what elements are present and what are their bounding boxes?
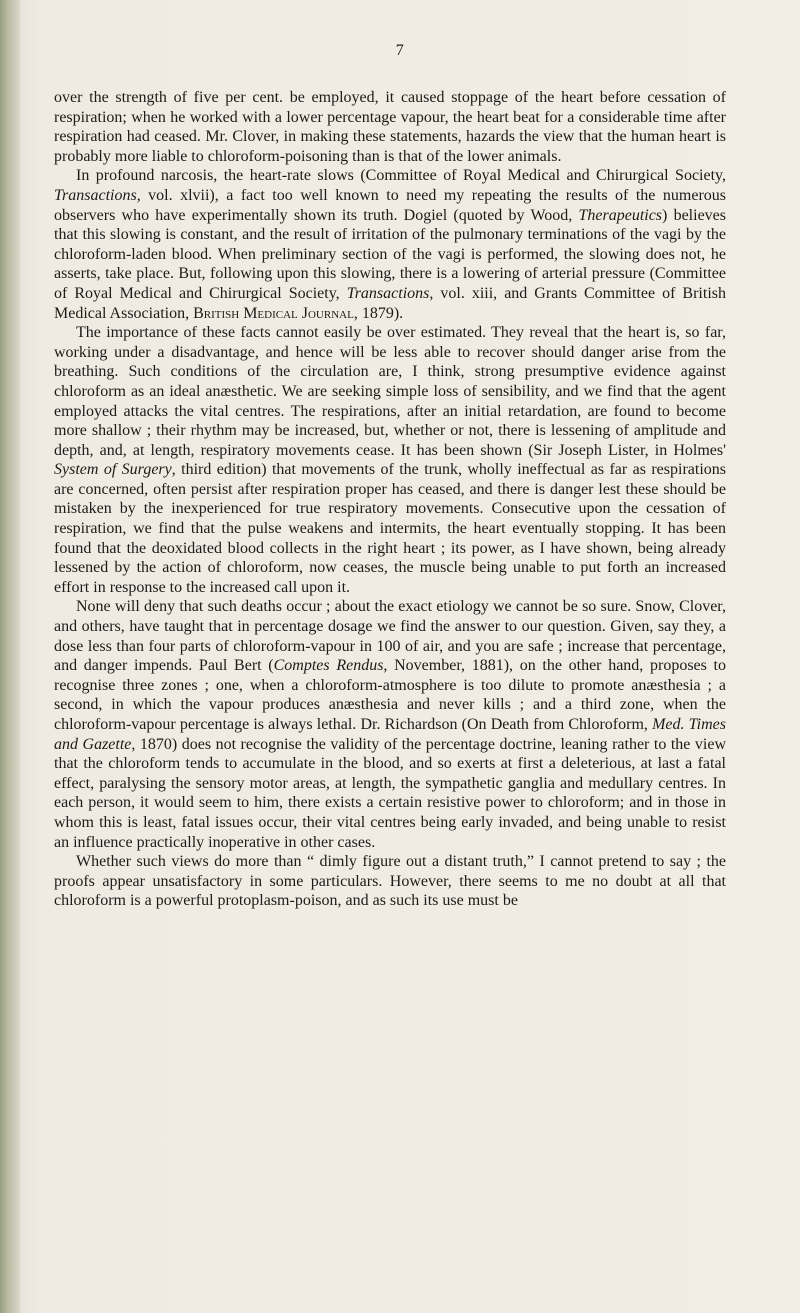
paragraph-continuation: over the strength of five per cent. be employed, it caused stoppage of the heart before cessation of respiration; when he worked with a lower percentage vapour, the heart beat for a considerable time after respiration had ceased. Mr. Clover, in making these statements, hazards the view that the human heart is probably more liable to chloroform-poisoning than is that of the lower animals. [54,89,726,165]
paragraph-conclusion: Whether such views do more than “ dimly figure out a distant truth,” I cannot pretend to say ; the proofs appear unsatisfactory in some particulars. However, there seems to me no doubt at all that chloroform is a powerful protoplasm-poison, and as such its use must be [54,853,726,910]
text-run: , third edition) that movements of the trunk, wholly ineffectual as far as respirations are concerned, often persist after respiration proper has ceased, and there is danger lest these should be mistaken by the inexperienced for true respiratory movements. Consecutive upon the cessation of respiration, we find that the pulse weakens and intermits, the heart eventually stopping. It has been found that the deoxidated blood collects in the right heart ; its power, as I have shown, being already lessened by the action of chloroform, now ceases, the muscle being unable to put forth an increased effort in response to the increased call upon it. [54,461,726,596]
page-number: 7 [395,42,405,59]
text-run: , 1879). [353,304,404,322]
italic-title: System of Surgery [54,461,172,479]
italic-title: Med. Times and Gazette [54,716,726,753]
text-run: , vol. xlvii), a fact too well known to need my repeating the results of the numerous observers who have experimentally shown its truth. Dogiel (quoted by Wood, [54,186,726,224]
paragraph-narcosis [54,166,726,323]
body-text [54,88,726,911]
paragraph-importance [54,323,726,597]
text-run: ) believes that this slowing is constant, and the result of irritation of the pulmonary terminations of the vagi by the chloroform-laden blood. When preliminary section of the vagi is performed, the slowing does not, he asserts, take place. But, following upon this slowing, there is a lowering of arterial pressure (Committee of Royal Medical and Chirurgical Society, [54,206,726,302]
text-run: , November, 1881), on the other hand, proposes to recognise three zones ; one, when a chloroform-atmosphere is too dilute to promote anæsthesia ; a second, in which the vapour produces anæsthesia and never kills ; and a third zone, when the chloroform-vapour percentage is always lethal. Dr. Richardson (On Death from Chloroform, [54,657,727,733]
italic-title: Transactions [54,186,137,204]
italic-title: Comptes Rendus [273,657,384,675]
paragraph-etiology [54,597,726,852]
italic-title: Transactions [346,284,430,302]
text-run: , vol. xiii, and Grants Committee of British Medical Association, [54,284,726,322]
text-run: The importance of these facts cannot easily be over estimated. They reveal that the heart is, so far, working under a disadvantage, and hence will be less able to recover should danger arise from the breathing. Such conditions of the circulation are, I think, strong presumptive evidence against chloroform as an ideal anæsthetic. We are seeking simple loss of sensibility, and we find that the agent employed attacks the vital centres. The respirations, after an initial retardation, are found to become more shallow ; their rhythm may be increased, but, whether or not, there is lessening of amplitude and depth, and, at length, respiratory movements cease. It has been shown (Sir Joseph Lister, in Holmes' [54,324,726,459]
journal-name: British Medical Journal [193,304,354,322]
page-binding-edge [0,0,20,1313]
text-run: , 1870) does not recognise the validity of the percentage doctrine, leaning rather to the view that the chloroform tends to accumulate in the blood, and so exerts at first a deleterious, at last a fatal effect, paralysing the sensory motor areas, at length, the sympathetic ganglia and medullary centres. In each person, it would seem to him, there exists a certain resistive power to chloroform; and in those in whom this is least, fatal issues occur, their vital centres being early invaded, and being unable to resist an influence practically inoperative in other cases. [54,735,727,851]
text-run: None will deny that such deaths occur ; about the exact etiology we cannot be so sure. Snow, Clover, and others, have taught that in percentage dosage we find the answer to our question. Given, say they, a dose less than four parts of chloroform-vapour in 100 of air, and you are safe ; increase that percentage, and danger impends. Paul Bert ( [54,598,726,675]
text-run: In profound narcosis, the heart-rate slows (Committee of Royal Medical and Chirurgical Society, [76,167,726,185]
italic-title: Therapeutics [578,206,663,224]
